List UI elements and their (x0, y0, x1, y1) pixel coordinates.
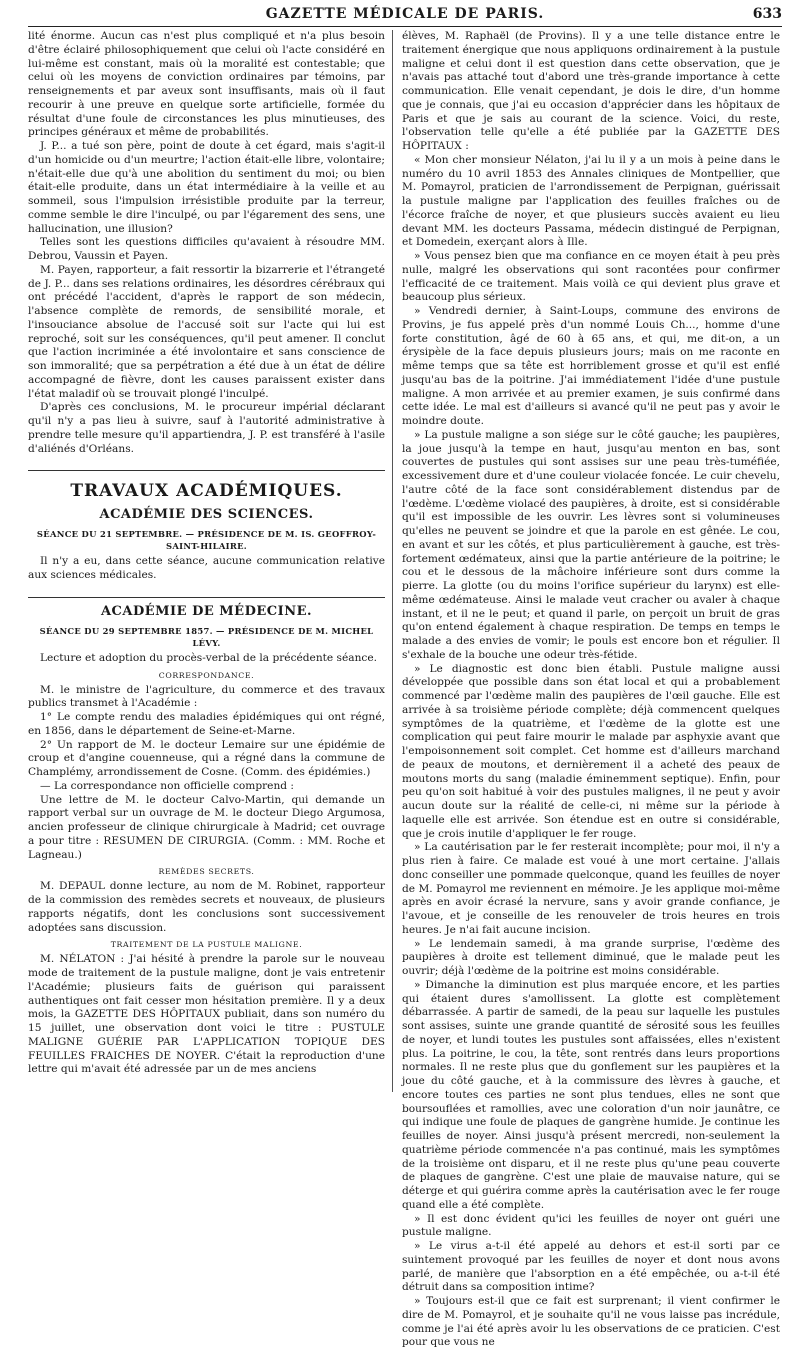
paragraph: D'après ces conclusions, M. le procureur impérial déclarant qu'il n'y a pas lieu à suivre, sauf à l'autorité administrative à prendre telle mesure qu'il appartiendra, J. P. est transféré à l'asile d'aliénés d'Orléans. (28, 401, 385, 455)
paragraph: lité énorme. Aucun cas n'est plus compliqué et n'a plus besoin d'être éclairé philosophiquement que celui où l'acte considéré en lui-même est constant, mais où la moralité est contestable; que celui où les moyens de conviction ordinaires par témoins, par renseignements et par aveux sont insuffisants, mais où il faut recourir à une preuve en quelque sorte artificielle, formée du résultat d'une foule de circonstances les plus minutieuses, des principes généraux et même de probabilités. (28, 30, 385, 139)
heading-academie-medecine: ACADÉMIE DE MÉDECINE. (100, 603, 313, 619)
paragraph: élèves, M. Raphaël (de Provins). Il y a une telle distance entre le traitement énergique que nous appliquons ordinairement à la pustule maligne et celui dont il est question dans cette observation, que je n'avais pas attaché tout d'abord une très-grande importance à cette communication. Elle venait cependant, je dois le dire, d'un homme que je connais, que j'ai eu occasion d'apprécier dans les hôpitaux de Paris et que je sais au courant de la science. Voici, du reste, l'observation telle qu'elle a été publiée par la GAZETTE DES HÔPITAUX : (402, 30, 780, 152)
section-title-travaux: TRAVAUX ACADÉMIQUES. (70, 481, 343, 502)
page-header (28, 4, 782, 27)
paragraph: » La pustule maligne a son siége sur le côté gauche; les paupières, la joue jusqu'à la tempe en haut, jusqu'au menton en bas, sont couvertes de pustules qui sont assises sur une peau très-tuméfiée, excessivement dure et d'une couleur violacée foncée. Le cuir chevelu, l'autre côté de la face sont considérablement distendus par de l'œdème. L'œdème violacé des paupières, à droite, est si considérable qu'il est impossible de les ouvrir. Les lèvres sont si volumineuses qu'elles ne peuvent se joindre et que la parole en est gênée. Le cou, en avant et sur les côtés, et plus particulièrement à gauche, est très-fortement œdémateux, ainsi que la partie antérieure de la poitrine; le cou et le dessous de la mâchoire inférieure sont durs comme la pierre. La glotte (ou du moins l'orifice supérieur du larynx) est elle-même œdémateuse. Ainsi le malade veut cracher ou avaler à chaque instant, et il ne le peut; et quand il parle, on perçoit un bruit de gras qu'on entend également à chaque respiration. De temps en temps le malade a des envies de vomir; le pouls est encore bon et régulier. Il s'exhale de la bouche une odeur très-fétide. (402, 428, 780, 661)
paragraph: — La correspondance non officielle comprend : (40, 779, 294, 792)
paragraph: « Mon cher monsieur Nélaton, j'ai lu il y a un mois à peine dans le numéro du 10 avril 1853 des Annales cliniques de Montpellier, que M. Pomayrol, praticien de l'arrondissement de Perpignan, guérissait la pustule maligne par l'application des feuilles fraîches ou de l'écorce fraîche de noyer, et que plusieurs succès avaient eu lieu devant MM. les docteurs Passama, médecin distingué de Perpignan, et Domedein, exerçant alors à Ille. (402, 153, 780, 249)
journal-title: GAZETTE MÉDICALE DE PARIS. (265, 6, 545, 22)
paragraph: » Le lendemain samedi, à ma grande surprise, l'œdème des paupières à droite est tellement diminué, que le malade peut les ouvrir; déjà l'œdème de la poitrine est moins considérable. (402, 937, 780, 977)
seance-medecine: SÉANCE DU 29 SEPTEMBRE 1857. — PRÉSIDENCE DE M. MICHEL LÉVY. (39, 625, 374, 648)
paragraph: J. P... a tué son père, point de doute à cet égard, mais s'agit-il d'un homicide ou d'un meurtre; l'action était-elle libre, volontaire; n'était-elle due qu'à une abolition du sentiment du moi; ou bien était-elle produite, dans un état intermédiaire à la veille et au sommeil, sous l'impulsion irrésistible produite par la terreur, comme semble le dire l'inculpé, ou par l'égarement des sens, une hallucination, une illusion? (28, 140, 385, 235)
list-item: 1° Le compte rendu des maladies épidémiques qui ont régné, en 1856, dans le département de Seine-et-Marne. (28, 711, 385, 737)
paragraph: M. DEPAUL donne lecture, au nom de M. Robinet, rapporteur de la commission des remèdes secrets et nouveaux, de plusieurs rapports négatifs, dont les conclusions sont successivement adoptées sans discussion. (28, 880, 385, 934)
subheading-traitement: TRAITEMENT DE LA PUSTULE MALIGNE. (110, 940, 303, 950)
subheading-correspondance: CORRESPONDANCE. (158, 670, 255, 680)
seance-sciences: SÉANCE DU 21 SEPTEMBRE. — PRÉSIDENCE DE M. IS. GEOFFROY-SAINT-HILAIRE. (36, 529, 377, 552)
right-column (402, 30, 780, 1349)
section-rule (28, 597, 385, 598)
paragraph: » Vendredi dernier, à Saint-Loups, commune des environs de Provins, je fus appelé près d'un nommé Louis Ch..., homme d'une forte constitution, âgé de 60 à 65 ans, et qui, me dit-on, a un érysipèle de la face depuis plusieurs jours; mais on me raconte en même temps que sa tête est horriblement grosse et qu'il est enflé jusqu'au bas de la poitrine. J'ai immédiatement l'idée d'une pustule maligne. A mon arrivée et au premier examen, je suis confirmé dans cette idée. Le mal est d'ailleurs si avancé qu'il ne peut pas y avoir le moindre doute. (402, 305, 780, 427)
heading-academie-sciences: ACADÉMIE DES SCIENCES. (99, 507, 314, 523)
paragraph: Lecture et adoption du procès-verbal de la précédente séance. (40, 651, 377, 664)
paragraph: M. Payen, rapporteur, a fait ressortir la bizarrerie et l'étrangeté de J. P... dans ses relations ordinaires, les désordres cérébraux qui ont précédé l'accident, d'après le rapport de son médecin, l'absence complète de remords, de sensibilité morale, et l'insouciance absolue de l'accusé soit sur l'acte qui lui est reproché, soit sur les conséquences, qu'il peut amener. Il conclut que l'action incriminée a été involontaire et sans conscience de son immoralité; que sa perpétration a été due à un état de délire accompagné de fièvre, dont les causes paraissent exister dans l'état maladif où se trouvait plongé l'inculpé. (28, 263, 385, 400)
paragraph: Telles sont les questions difficiles qu'avaient à résoudre MM. Debrou, Vaussin et Payen. (28, 236, 385, 262)
list-item: 2° Un rapport de M. le docteur Lemaire sur une épidémie de croup et d'angine couenneuse, qui a régné dans la commune de Champlémy, arrondissement de Cosne. (Comm. des épidémies.) (28, 738, 385, 778)
left-column (28, 30, 385, 1092)
paragraph: M. NÉLATON : J'ai hésité à prendre la parole sur le nouveau mode de traitement de la pustule maligne, dont je vais entretenir l'Académie; plusieurs faits de guérison qui paraissent authentiques ont fait cesser mon hésitation première. Il y a deux mois, la GAZETTE DES HÔPITAUX publiait, dans son numéro du 15 juillet, une observation dont voici le titre : PUSTULE MALIGNE GUÉRIE PAR L'APPLICATION TOPIQUE DES FEUILLES FRAICHES DE NOYER. C'était la reproduction d'une lettre qui m'avait été adressée par un de mes anciens (28, 953, 385, 1076)
paragraph: » Le virus a-t-il été appelé au dehors et est-il sorti par ce suintement provoqué par les feuilles de noyer et dont nous avons parlé, de manière que l'absorption en a été empêchée, ou a-t-il été détruit dans sa composition intime? (402, 1240, 780, 1294)
paragraph: » Dimanche la diminution est plus marquée encore, et les parties qui étaient dures s'amollissent. La glotte est complètement débarrassée. A partir de samedi, de la peau sur laquelle les pustules sont assises, suinte une grande quantité de sérosité sous les feuilles de noyer, et lundi toutes les pustules sont affaissées, elles n'existent plus. La poitrine, le cou, la tête, sont rentrés dans leurs proportions normales. Il ne reste plus que du gonflement sur les paupières et la joue du côté gauche, et à la commissure des lèvres à gauche, et encore toutes ces parties ne sont plus tendues, elles ne sont que boursouflées et ramollies, avec une coloration d'un noir jaunâtre, ce qui indique une foule de plaques de gangrène humide. Je continue les feuilles de noyer. Ainsi jusqu'à présent mercredi, non-seulement la quatrième période commencée n'a pas continué, mais les symptômes de la troisième ont disparu, et il ne reste plus qu'une peau couverte de plaques de gangrène. C'est une plaie de mauvaise nature, qui se déterge et qui guérira comme après la cautérisation avec le fer rouge quand elle a été complète. (402, 978, 780, 1211)
paragraph: » Vous pensez bien que ma confiance en ce moyen était à peu près nulle, malgré les observations qui sont racontées pour confirmer l'efficacité de ce traitement. Mais voilà ce qui devient plus grave et beaucoup plus sérieux. (402, 250, 780, 304)
page-number: 633 (752, 6, 782, 22)
paragraph: » Toujours est-il que ce fait est surprenant; il vient confirmer le dire de M. Pomayrol, et je souhaite qu'il ne vous laisse pas incrédule, comme je l'ai été après avoir lu les observations de ce praticien. C'est pour que vous ne (402, 1295, 780, 1349)
paragraph: Une lettre de M. le docteur Calvo-Martin, qui demande un rapport verbal sur un ouvrage de M. le docteur Diego Argumosa, ancien professeur de clinique chirurgicale à Madrid; cet ouvrage a pour titre : RESUMEN DE CIRURGIA. (Comm. : MM. Roche et Lagneau.) (28, 793, 385, 861)
paragraph: » Il est donc évident qu'ici les feuilles de noyer ont guéri une pustule maligne. (402, 1212, 780, 1239)
paragraph: M. le ministre de l'agriculture, du commerce et des travaux publics transmet à l'Académie : (28, 683, 385, 710)
column-divider (392, 30, 393, 1092)
paragraph: Il n'y a eu, dans cette séance, aucune communication relative aux sciences médicales. (28, 555, 385, 581)
section-rule (28, 470, 385, 471)
subheading-remedes-secrets: REMÈDES SECRETS. (158, 867, 255, 877)
paragraph: » La cautérisation par le fer resterait incomplète; pour moi, il n'y a plus rien à faire. Ce malade est voué à une mort certaine. J'allais donc conseiller une pommade quelconque, quand les feuilles de noyer de M. Pomayrol me reviennent en mémoire. Je les applique moi-même après en avoir écrasé la nervure, sans y avoir grande confiance, je l'avoue, et je conseille de les renouveler de trois heures en trois heures. Je n'ai fait aucune incision. (402, 841, 780, 936)
paragraph: » Le diagnostic est donc bien établi. Pustule maligne aussi développée que possible dans son état local et qui a probablement commencé par l'œdème malin des paupières de l'œil gauche. Elle est arrivée à sa troisième période complète; déjà commencent quelques symptômes de la quatrième, et l'œdème de la glotte est une complication qui peut faire mourir le malade par asphyxie avant que l'empoisonnement soit complet. Cet homme est d'ailleurs marchand de peaux de moutons, et dernièrement il a acheté des peaux de moutons morts du sang (maladie éminemment septique). Enfin, pour peu qu'on soit habitué à voir des pustules malignes, il ne peut y avoir aucun doute sur la réalité de celle-ci, ni même sur la période à laquelle elle est arrivée. Son étendue est en outre si considérable, que je crois inutile d'appliquer le fer rouge. (402, 662, 780, 840)
